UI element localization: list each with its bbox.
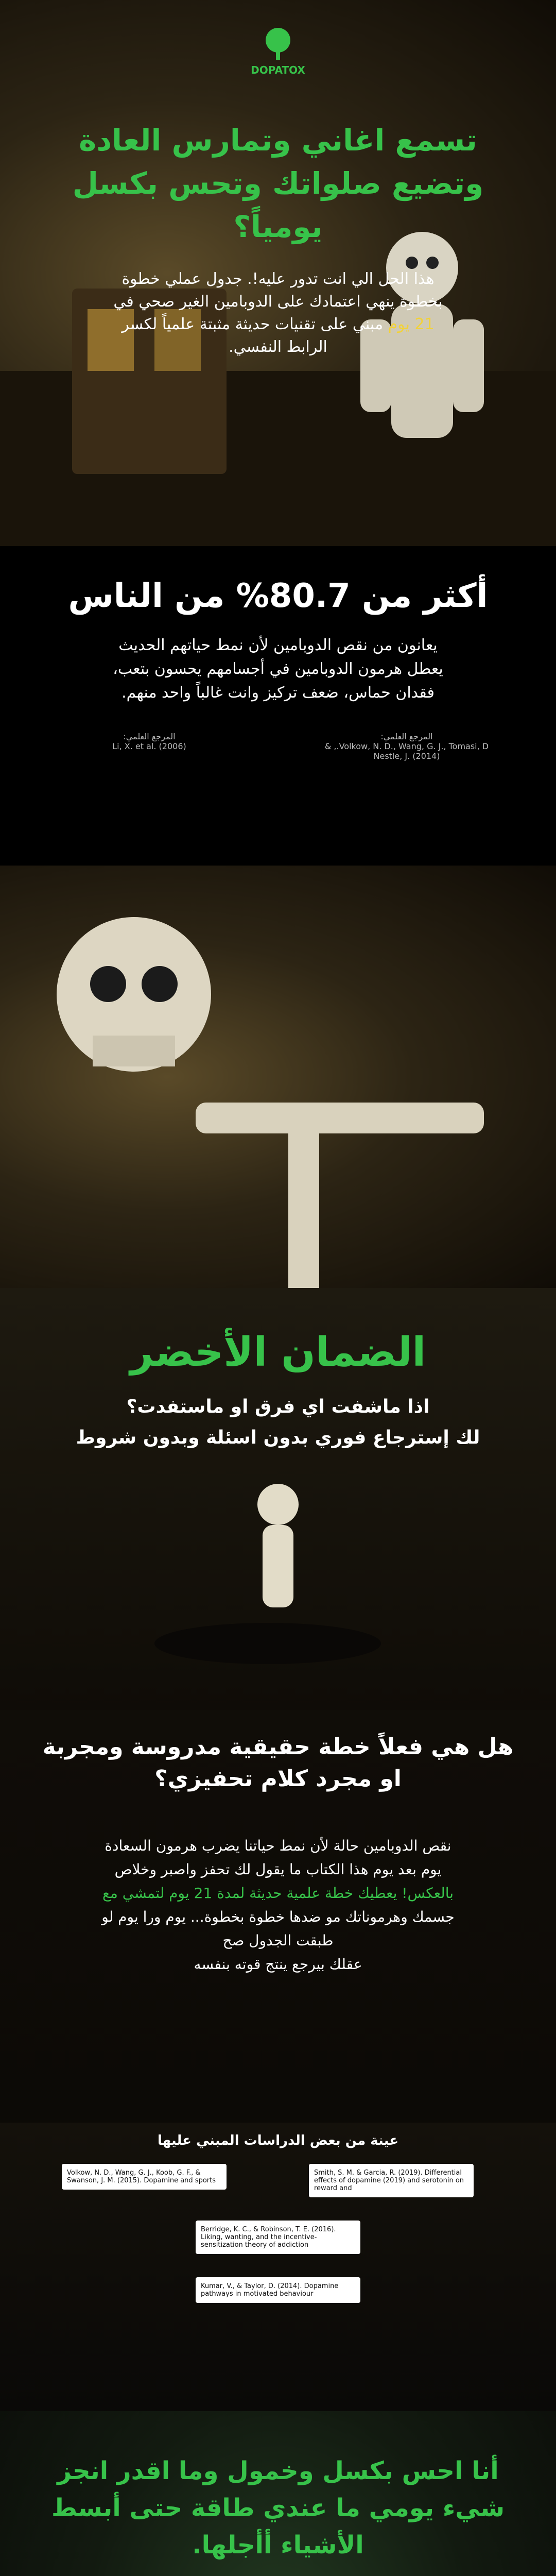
plan-p5: طبقت الجدول صح	[222, 1932, 334, 1949]
fatigue-title-line2: شيء يومي ما عندي طاقة حتى أبسط	[51, 2494, 505, 2522]
fatigue-title-line1: أنا احس بكسل وخمول وما اقدر انجز	[57, 2456, 499, 2485]
stat-line3: فقدان حماس، ضعف تركيز وانت غالباً واحد منهم.	[121, 684, 435, 702]
brand-name: DOPATOX	[251, 64, 305, 76]
hero-title-line2: وتضيع صلواتك وتحس بكسل	[72, 166, 484, 201]
tree-icon	[260, 26, 296, 62]
studies-section	[0, 2123, 556, 2411]
plan-title-line1: هل هي فعلاً خطة حقيقية مدروسة ومجربة	[42, 1734, 514, 1760]
plan-p1: نقص الدوبامين حالة لأن نمط حياتنا يضرب هرمون السعادة	[105, 1837, 451, 1854]
study-card-1: Volkow, N. D., Wang, G. J., Koob, G. F., & Swanson, J. M. (2015). Dopamine and sports	[62, 2164, 227, 2190]
stat-line1: يعانون من نقص الدوبامين لأن نمط حياتهم الحديث	[118, 636, 438, 654]
skeleton-illustration	[0, 866, 556, 1288]
hero-body-line4: الرابط النفسي.	[229, 338, 327, 356]
hero-title-line1: تسمع اغاني وتمارس العادة	[79, 123, 477, 158]
fatigue-title-line3: الأشياء أأجلها.	[192, 2531, 364, 2560]
stat-line2: يعطل هرمون الدوبامين في أجسامهم يحسون بتعب،	[113, 660, 443, 678]
hero-section	[0, 0, 556, 546]
guarantee-title: الضمان الأخضر	[130, 1329, 426, 1376]
guarantee-question: اذا ماشفت اي فرق او ماستفدت؟	[126, 1396, 430, 1417]
study-card-2: Smith, S. M. & Garcia, R. (2019). Differential effects of dopamine (2019) and serotonin on reward and	[309, 2164, 474, 2197]
hero-body-line1: هذا الحل الي انت تدور عليه!. جدول عملي خطوة	[121, 270, 435, 288]
stat-headline: أكثر من 80.7% من الناس	[68, 577, 488, 615]
guarantee-section	[0, 1288, 556, 1710]
hero-body-line3: مبني على تقنيات حديثة مثبتة علمياً لكسر	[121, 315, 388, 333]
brand-logo	[0, 26, 556, 76]
hero-body-highlight: 21 يوم	[388, 315, 435, 333]
plan-p3: بالعكس! يعطيك خطة علمية حديثة لمدة 21 يوم لتمشي مع	[102, 1885, 454, 1902]
plan-p6: عقلك بيرجع ينتج قوته بنفسه	[194, 1956, 362, 1973]
plan-section	[0, 1710, 556, 2123]
guarantee-refund: لك إسترجاع فوري بدون اسئلة وبدون شروط	[76, 1427, 480, 1448]
plan-p2: يوم بعد يوم هذا الكتاب ما يقول لك تحفز واصبر وخلاص	[114, 1861, 442, 1878]
reference-1: المرجع العلمي: Volkow, N. D., Wang, G. J., Tomasi, D., & Nestle, J. (2014)	[324, 732, 489, 761]
hero-body-line2: بخطوة ينهي اعتمادك على الدوبامين الغير صحي في	[113, 293, 443, 311]
plan-title-line2: او مجرد كلام تحفيزي؟	[154, 1766, 402, 1792]
skeleton-scene	[0, 866, 556, 1288]
stat-section	[0, 546, 556, 866]
fatigue-section	[0, 2411, 556, 2576]
studies-title: عينة من بعض الدراسات المبني عليها	[158, 2133, 398, 2148]
study-card-4: Kumar, V., & Taylor, D. (2014). Dopamine pathways in motivated behaviour	[196, 2277, 360, 2303]
reference-2: المرجع العلمي: Li, X. et al. (2006)	[112, 732, 186, 751]
hero-title-line3: يومياً؟	[233, 209, 323, 244]
study-card-3: Berridge, K. C., & Robinson, T. E. (2016). Liking, wanting, and the incentive-sensitization theory of addiction	[196, 2221, 360, 2254]
plan-p4: جسمك وهرموناتك مو ضدها خطوة بخطوة... يوم ورا يوم لو	[101, 1908, 455, 1925]
